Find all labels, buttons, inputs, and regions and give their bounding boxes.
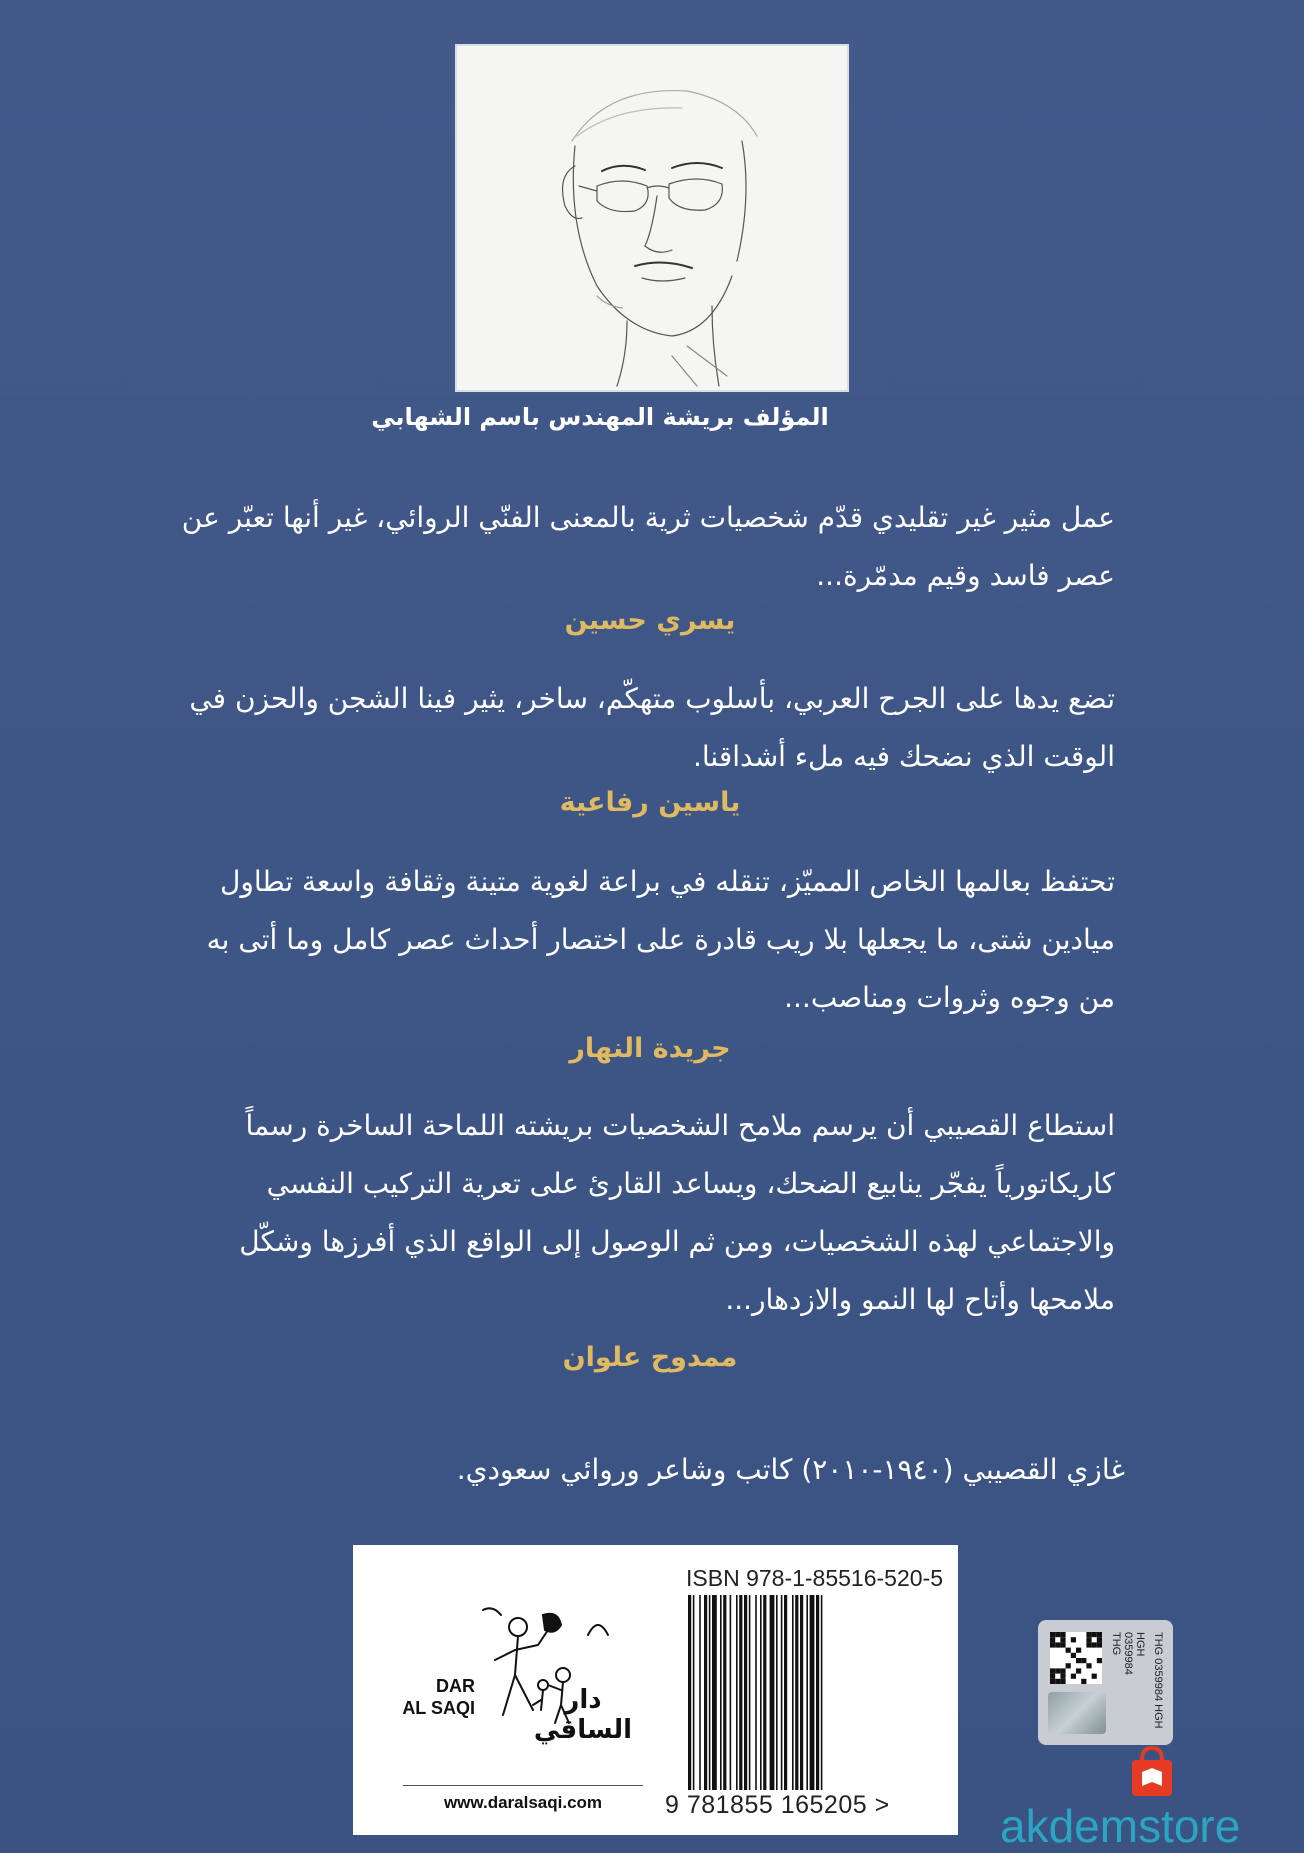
- barcode-bar: [720, 1595, 722, 1790]
- qr-module: [1081, 1679, 1086, 1684]
- barcode-bar: [800, 1595, 803, 1790]
- barcode-bar: [792, 1595, 794, 1790]
- publisher-name-en-line2: AL SAQI: [402, 1698, 475, 1718]
- quote-line: والاجتماعي لهذه الشخصيات، ومن ثم الوصول إلى الواقع الذي أفرزها وشكّل: [239, 1225, 1115, 1258]
- qr-module: [1086, 1642, 1091, 1647]
- quote-line: تحتفظ بعالمها الخاص المميّز، تنقله في براعة لغوية متينة وثقافة واسعة تطاول: [219, 865, 1115, 898]
- qr-module: [1097, 1637, 1102, 1642]
- sticker-text: [1108, 1630, 1168, 1735]
- sticker-line-2: 0359984: [1122, 1632, 1134, 1675]
- barcode-bar: [736, 1595, 738, 1790]
- quote-line: تضع يدها على الجرح العربي، بأسلوب متهكّم، ساخر، يثير فينا الشجن والحزن في: [189, 682, 1115, 715]
- barcode-bar: [755, 1595, 757, 1790]
- qr-module: [1050, 1679, 1055, 1684]
- barcode-bar: [821, 1595, 823, 1790]
- qr-module: [1060, 1674, 1065, 1679]
- barcode-bar: [712, 1595, 717, 1790]
- barcode-digits: 9 781855 165205 >: [665, 1791, 890, 1819]
- qr-module: [1050, 1642, 1055, 1647]
- store-sticker: [1038, 1620, 1173, 1745]
- review-quote-3: [180, 853, 1115, 1027]
- portrait-drawing: [457, 46, 847, 390]
- author-portrait-sketch: [455, 44, 849, 392]
- author-bio: غازي القصيبي (١٩٤٠-٢٠١٠) كاتب وشاعر وروائي سعودي.: [456, 1453, 1125, 1486]
- barcode-bar: [730, 1595, 732, 1790]
- divider: [403, 1785, 643, 1786]
- quote-line: الوقت الذي نضحك فيه ملء أشداقنا.: [692, 740, 1115, 773]
- qr-module: [1055, 1679, 1060, 1684]
- barcode-bar: [744, 1595, 747, 1790]
- quote-author-2: ياسين رفاعية: [559, 787, 741, 818]
- qr-module: [1092, 1632, 1097, 1637]
- qr-module: [1060, 1637, 1065, 1642]
- qr-module: [1060, 1679, 1065, 1684]
- quote-line: عمل مثير غير تقليدي قدّم شخصيات ثرية بالمعنى الفنّي الروائي، غير أنها تعبّر عن: [181, 501, 1115, 534]
- isbn-label: ISBN 978-1-85516-520-5: [686, 1565, 943, 1591]
- qr-module: [1050, 1668, 1055, 1673]
- quote-author-1: يسري حسين: [564, 605, 736, 636]
- qr-module: [1066, 1663, 1071, 1668]
- qr-module: [1092, 1642, 1097, 1647]
- barcode-bar: [770, 1595, 775, 1790]
- barcode-bar: [723, 1595, 726, 1790]
- barcode-bar: [760, 1595, 762, 1790]
- quote-line: عصر فاسد وقيم مدمّرة...: [816, 559, 1115, 592]
- qr-code-icon: [1050, 1632, 1102, 1684]
- qr-module: [1076, 1658, 1081, 1663]
- qr-module: [1055, 1632, 1060, 1637]
- quote-author-3: جريدة النهار: [569, 1033, 731, 1064]
- quote-line: كاريكاتورياً يفجّر ينابيع الضحك، ويساعد القارئ على تعرية التركيب النفسي: [266, 1167, 1115, 1200]
- qr-module: [1086, 1663, 1091, 1668]
- store-bag-icon: [1128, 1746, 1176, 1798]
- barcode-bar: [795, 1595, 798, 1790]
- quote-line: ميادين شتى، ما يجعلها بلا ريب قادرة على اختصار أحداث عصر كامل وما أتى به: [206, 923, 1115, 956]
- qr-module: [1050, 1632, 1055, 1637]
- barcode-bar: [781, 1595, 783, 1790]
- qr-module: [1076, 1668, 1081, 1673]
- quote-line: ملامحها وأتاح لها النمو والازدهار...: [725, 1283, 1115, 1316]
- barcode-bar: [749, 1595, 751, 1790]
- quote-line: من وجوه وثروات ومناصب...: [784, 981, 1115, 1014]
- qr-module: [1086, 1632, 1091, 1637]
- barcode-bar: [784, 1595, 787, 1790]
- quote-author-4: ممدوح علوان: [562, 1342, 738, 1373]
- publisher-name-en-line1: DAR: [436, 1676, 475, 1696]
- qr-module: [1071, 1653, 1076, 1658]
- sticker-line-1: THG: [1110, 1632, 1122, 1656]
- qr-module: [1097, 1658, 1102, 1663]
- barcode-bar: [709, 1595, 711, 1790]
- qr-module: [1060, 1632, 1065, 1637]
- barcode-bar: [776, 1595, 778, 1790]
- barcode-bar: [816, 1595, 819, 1790]
- qr-module: [1066, 1648, 1071, 1653]
- barcode-bar: [806, 1595, 808, 1790]
- sticker-line-3: HGH: [1134, 1632, 1146, 1657]
- hologram-label: [1048, 1692, 1106, 1734]
- qr-module: [1081, 1658, 1086, 1663]
- store-watermark: akdemstore: [1000, 1800, 1241, 1852]
- quote-line: استطاع القصيبي أن يرسم ملامح الشخصيات بريشته اللماحة الساخرة رسماً: [245, 1109, 1115, 1142]
- qr-module: [1060, 1668, 1065, 1673]
- barcode-bar: [693, 1595, 695, 1790]
- barcode-bar: [739, 1595, 742, 1790]
- review-quote-2: [180, 670, 1115, 786]
- barcode-bar: [699, 1595, 701, 1790]
- barcode-bar: [688, 1595, 691, 1790]
- qr-module: [1055, 1642, 1060, 1647]
- qr-module: [1060, 1642, 1065, 1647]
- review-quote-4: [180, 1097, 1115, 1329]
- barcode-bar: [763, 1595, 766, 1790]
- qr-module: [1076, 1648, 1081, 1653]
- qr-module: [1086, 1637, 1091, 1642]
- qr-module: [1097, 1632, 1102, 1637]
- portrait-caption: المؤلف بريشة المهندس باسم الشهابي: [371, 403, 829, 431]
- qr-module: [1092, 1674, 1097, 1679]
- qr-module: [1097, 1642, 1102, 1647]
- qr-module: [1050, 1637, 1055, 1642]
- publisher-name-ar: دار الساقي: [533, 1685, 633, 1745]
- qr-module: [1055, 1668, 1060, 1673]
- review-quote-1: [180, 489, 1115, 605]
- sticker-line-4: THG 0359984 HGH: [1152, 1632, 1164, 1729]
- barcode-bar: [810, 1595, 815, 1790]
- barcode-bars: [688, 1595, 928, 1790]
- barcode-bar: [704, 1595, 707, 1790]
- barcode-panel: [353, 1545, 958, 1835]
- publisher-name-en: [385, 1675, 475, 1719]
- qr-module: [1071, 1637, 1076, 1642]
- qr-module: [1071, 1674, 1076, 1679]
- publisher-website: www.daralsaqi.com: [443, 1793, 603, 1812]
- qr-module: [1050, 1674, 1055, 1679]
